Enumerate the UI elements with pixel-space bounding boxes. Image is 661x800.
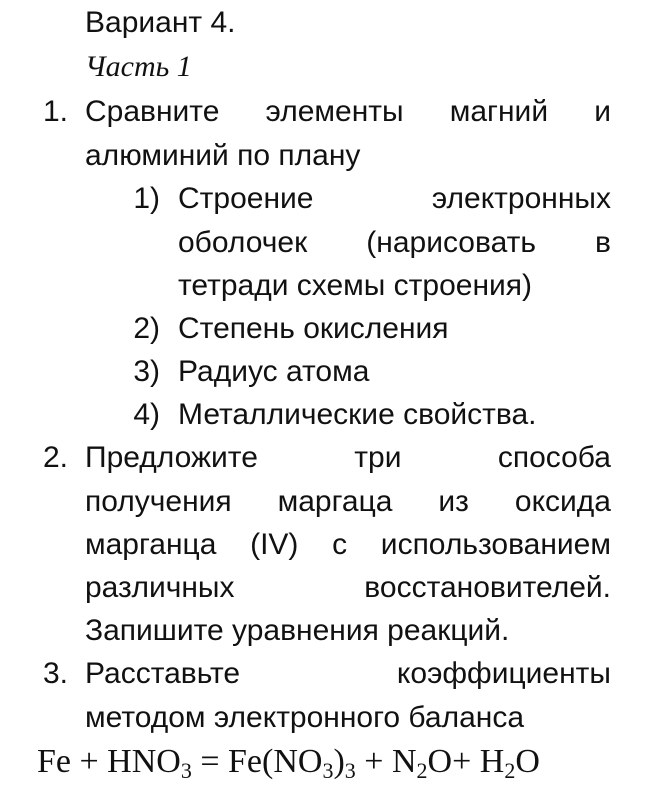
question-1-line-2: алюминий по плану bbox=[85, 139, 361, 172]
subitem-1-line-2: оболочек (нарисовать в bbox=[178, 226, 611, 259]
eq-part-5: O+ H bbox=[427, 743, 505, 780]
eq-part-1: Fe + HNO bbox=[37, 743, 181, 780]
eq-sub-5: 2 bbox=[504, 758, 516, 783]
subitem-1-number: 1) bbox=[133, 182, 160, 215]
question-3-line-2: методом электронного баланса bbox=[85, 701, 525, 734]
subitem-1-line-1: Строение электронных bbox=[178, 182, 611, 215]
question-2-line-3: марганца (IV) с использованием bbox=[85, 528, 611, 561]
eq-sub-2: 3 bbox=[322, 758, 334, 783]
subitem-3-number: 3) bbox=[133, 355, 160, 388]
subitem-4-number: 4) bbox=[133, 398, 160, 431]
question-1-line-1: Сравните элементы магний и bbox=[85, 95, 611, 128]
eq-part-3: ) bbox=[333, 743, 345, 780]
subitem-1-line-3: тетради схемы строения) bbox=[178, 269, 533, 302]
eq-part-4: + N bbox=[355, 743, 417, 780]
subitem-2-text: Степень окисления bbox=[178, 312, 449, 345]
eq-part-2: = Fe(NO bbox=[191, 743, 323, 780]
question-2-number: 2. bbox=[42, 441, 68, 474]
subitem-3-text: Радиус атома bbox=[178, 355, 370, 388]
eq-sub-3: 3 bbox=[344, 758, 356, 783]
chemical-equation bbox=[37, 740, 540, 784]
subitem-2-number: 2) bbox=[133, 312, 160, 345]
part-heading: Часть 1 bbox=[85, 50, 192, 83]
eq-part-6: O bbox=[515, 743, 540, 780]
eq-sub-4: 2 bbox=[416, 758, 428, 783]
question-2-line-4: различных восстановителей. bbox=[85, 571, 611, 604]
subitem-4-text: Металлические свойства. bbox=[178, 398, 537, 431]
question-3-number: 3. bbox=[42, 657, 68, 690]
question-1-number: 1. bbox=[42, 95, 68, 128]
eq-sub-1: 3 bbox=[180, 758, 192, 783]
question-2-line-5: Запишите уравнения реакций. bbox=[85, 614, 510, 647]
question-2-line-1: Предложите три способа bbox=[85, 441, 611, 474]
question-3-line-1: Расставьте коэффициенты bbox=[85, 657, 611, 690]
variant-title: Вариант 4. bbox=[85, 6, 236, 39]
question-2-line-2: получения маргаца из оксида bbox=[85, 485, 611, 518]
